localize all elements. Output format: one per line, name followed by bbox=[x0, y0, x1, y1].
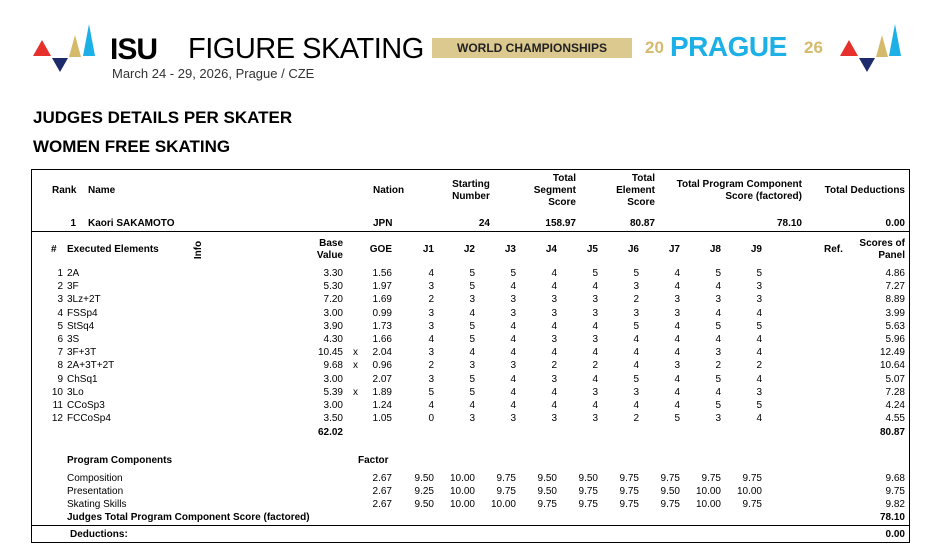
isu-logo-mark: ISU bbox=[110, 33, 158, 66]
element-panel-score: 4.86 bbox=[885, 268, 905, 279]
element-number: 4 bbox=[57, 307, 63, 319]
element-name: 3S bbox=[67, 334, 80, 345]
element-name: 3F bbox=[67, 281, 79, 293]
element-judge-6-score: 5 bbox=[633, 373, 639, 385]
element-judge-6-score: 3 bbox=[633, 307, 639, 319]
element-judge-7-score: 4 bbox=[674, 386, 680, 398]
element-judge-9-score: 5 bbox=[756, 268, 762, 279]
report-title: JUDGES DETAILS PER SKATER bbox=[33, 108, 293, 127]
element-judge-7-score: 3 bbox=[674, 360, 680, 372]
header-judge-6: J6 bbox=[627, 244, 639, 255]
element-panel-score: 5.63 bbox=[885, 320, 905, 332]
element-judge-1-score: 4 bbox=[428, 268, 434, 279]
element-judge-1-score: 2 bbox=[428, 294, 434, 306]
element-name: FCCoSp4 bbox=[67, 413, 111, 425]
header-judge-2: J2 bbox=[463, 244, 475, 255]
element-judge-8-score: 5 bbox=[715, 400, 721, 411]
logo-triangle-gold-right bbox=[876, 35, 888, 57]
element-judge-4-score: 3 bbox=[551, 294, 557, 306]
logo-triangle-red-right bbox=[840, 40, 858, 56]
element-bonus-marker: x bbox=[353, 386, 358, 398]
component-judge-5-score: 9.75 bbox=[578, 486, 598, 497]
element-judge-7-score: 3 bbox=[674, 307, 680, 319]
element-judge-9-score: 4 bbox=[756, 347, 762, 359]
event-dates-location: March 24 - 29, 2026, Prague / CZE bbox=[112, 66, 315, 81]
header-base-value-1: Base bbox=[319, 238, 343, 249]
component-name: Skating Skills bbox=[67, 499, 127, 510]
element-panel-score: 3.99 bbox=[885, 307, 905, 319]
element-judge-1-score: 2 bbox=[428, 360, 434, 372]
element-judge-2-score: 4 bbox=[469, 400, 475, 411]
element-judge-1-score: 4 bbox=[428, 334, 434, 345]
component-factor: 2.67 bbox=[372, 499, 392, 510]
element-judge-3-score: 4 bbox=[510, 334, 516, 345]
header-deductions: Total Deductions bbox=[824, 185, 905, 196]
element-base-value: 10.45 bbox=[317, 347, 343, 359]
header-tes-3: Score bbox=[627, 197, 655, 208]
element-judge-3-score: 4 bbox=[510, 347, 516, 359]
segment-title: WOMEN FREE SKATING bbox=[33, 137, 231, 156]
element-judge-7-score: 5 bbox=[674, 413, 680, 425]
element-judge-2-score: 5 bbox=[469, 334, 475, 345]
element-judge-3-score: 4 bbox=[510, 281, 516, 293]
component-judge-3-score: 10.00 bbox=[490, 499, 516, 510]
element-judge-5-score: 4 bbox=[592, 347, 598, 359]
header-judge-7: J7 bbox=[668, 244, 680, 255]
element-base-value: 5.39 bbox=[323, 386, 343, 398]
header-base-value-2: Value bbox=[316, 250, 343, 261]
element-judge-8-score: 3 bbox=[715, 347, 721, 359]
element-judge-2-score: 3 bbox=[469, 294, 475, 306]
element-number: 7 bbox=[57, 347, 63, 359]
element-judge-4-score: 2 bbox=[551, 360, 557, 372]
element-base-value: 3.90 bbox=[323, 320, 343, 332]
element-goe: 1.89 bbox=[372, 386, 392, 398]
element-goe: 2.04 bbox=[372, 347, 392, 359]
isu-title: FIGURE SKATING bbox=[188, 33, 424, 65]
element-judge-4-score: 3 bbox=[551, 373, 557, 385]
element-judge-4-score: 3 bbox=[551, 307, 557, 319]
header-name: Name bbox=[88, 185, 116, 196]
skater-pcs: 78.10 bbox=[776, 218, 802, 229]
element-judge-1-score: 4 bbox=[428, 400, 434, 411]
header-judge-1: J1 bbox=[422, 244, 434, 255]
element-judge-6-score: 4 bbox=[633, 400, 639, 411]
element-goe: 1.97 bbox=[372, 281, 392, 293]
total-elements-score: 80.87 bbox=[879, 427, 905, 438]
element-base-value: 3.30 bbox=[323, 268, 343, 279]
element-panel-score: 5.07 bbox=[885, 373, 905, 385]
element-judge-5-score: 3 bbox=[592, 294, 598, 306]
skater-rank: 1 bbox=[70, 218, 76, 229]
header-judge-4: J4 bbox=[545, 244, 557, 255]
element-judge-8-score: 3 bbox=[715, 413, 721, 425]
element-judge-7-score: 4 bbox=[674, 320, 680, 332]
pcs-total-label: Judges Total Program Component Score (factored) bbox=[67, 512, 310, 523]
element-judge-6-score: 4 bbox=[633, 334, 639, 345]
element-judge-1-score: 3 bbox=[428, 307, 434, 319]
element-judge-5-score: 3 bbox=[592, 386, 598, 398]
logo-triangle-blue-right bbox=[889, 24, 901, 56]
element-judge-1-score: 3 bbox=[428, 373, 434, 385]
component-judge-7-score: 9.75 bbox=[660, 473, 680, 484]
element-base-value: 3.00 bbox=[323, 400, 343, 411]
component-judge-4-score: 9.50 bbox=[537, 486, 557, 497]
element-judge-4-score: 3 bbox=[551, 334, 557, 345]
component-name: Presentation bbox=[67, 486, 124, 497]
element-number: 3 bbox=[57, 294, 63, 306]
element-judge-9-score: 5 bbox=[756, 400, 762, 411]
element-judge-9-score: 4 bbox=[756, 334, 762, 345]
element-judge-8-score: 4 bbox=[715, 386, 721, 398]
element-name: 3Lz+2T bbox=[67, 294, 101, 306]
header-nation: Nation bbox=[373, 185, 405, 196]
component-judge-6-score: 9.75 bbox=[619, 499, 639, 510]
element-judge-8-score: 2 bbox=[715, 360, 721, 372]
element-judge-8-score: 5 bbox=[715, 268, 721, 279]
element-goe: 2.07 bbox=[372, 373, 392, 385]
total-base-value: 62.02 bbox=[317, 427, 343, 438]
header-tes-2: Element bbox=[616, 185, 655, 196]
element-judge-3-score: 4 bbox=[510, 386, 516, 398]
header-judge-5: J5 bbox=[586, 244, 598, 255]
element-base-value: 3.00 bbox=[323, 307, 343, 319]
element-judge-3-score: 4 bbox=[510, 373, 516, 385]
element-panel-score: 10.64 bbox=[879, 360, 905, 372]
element-judge-3-score: 3 bbox=[510, 413, 516, 425]
header-tss-3: Score bbox=[548, 197, 576, 208]
element-judge-5-score: 4 bbox=[592, 373, 598, 385]
element-judge-5-score: 4 bbox=[592, 281, 598, 293]
element-name: 2A+3T+2T bbox=[67, 360, 115, 372]
element-number: 10 bbox=[51, 386, 63, 398]
header-tss-1: Total bbox=[552, 173, 576, 184]
component-judge-1-score: 9.25 bbox=[414, 486, 434, 497]
component-factor: 2.67 bbox=[372, 486, 392, 497]
element-judge-4-score: 4 bbox=[551, 320, 557, 332]
element-judge-8-score: 3 bbox=[715, 294, 721, 306]
pcs-total-value: 78.10 bbox=[879, 512, 905, 523]
element-base-value: 3.50 bbox=[323, 413, 343, 425]
logo-triangle-navy-right bbox=[859, 58, 875, 72]
event-header bbox=[0, 0, 943, 95]
element-number: 5 bbox=[57, 320, 63, 332]
element-judge-8-score: 5 bbox=[715, 320, 721, 332]
component-panel-score: 9.75 bbox=[885, 486, 905, 497]
element-judge-6-score: 2 bbox=[633, 294, 639, 306]
deductions-label: Deductions: bbox=[70, 529, 128, 540]
element-judge-6-score: 3 bbox=[633, 281, 639, 293]
skater-tes: 80.87 bbox=[629, 218, 655, 229]
element-judge-4-score: 4 bbox=[551, 386, 557, 398]
header-starting-number-2: Number bbox=[452, 191, 490, 202]
component-judge-9-score: 9.75 bbox=[742, 473, 762, 484]
element-judge-9-score: 4 bbox=[756, 373, 762, 385]
component-judge-2-score: 10.00 bbox=[449, 499, 475, 510]
element-base-value: 3.00 bbox=[323, 373, 343, 385]
element-judge-7-score: 4 bbox=[674, 268, 680, 279]
element-judge-5-score: 2 bbox=[592, 360, 598, 372]
header-element-number: # bbox=[51, 244, 57, 255]
logo-triangle-navy bbox=[52, 58, 68, 72]
factor-header: Factor bbox=[358, 455, 389, 466]
element-judge-3-score: 5 bbox=[510, 268, 516, 279]
component-judge-8-score: 9.75 bbox=[701, 473, 721, 484]
header-goe: GOE bbox=[369, 244, 392, 255]
element-number: 8 bbox=[57, 360, 63, 372]
element-base-value: 7.20 bbox=[323, 294, 343, 306]
component-panel-score: 9.82 bbox=[885, 499, 905, 510]
element-judge-6-score: 5 bbox=[633, 268, 639, 279]
element-judge-2-score: 5 bbox=[469, 281, 475, 293]
element-judge-2-score: 5 bbox=[469, 373, 475, 385]
element-judge-7-score: 4 bbox=[674, 373, 680, 385]
component-judge-2-score: 10.00 bbox=[449, 473, 475, 484]
element-panel-score: 4.24 bbox=[885, 400, 905, 411]
header-rank: Rank bbox=[52, 185, 77, 196]
element-judge-1-score: 0 bbox=[428, 413, 434, 425]
element-judge-4-score: 4 bbox=[551, 400, 557, 411]
header-scores-of-panel-2: Panel bbox=[878, 250, 905, 261]
element-judge-6-score: 4 bbox=[633, 360, 639, 372]
event-badge: WORLD CHAMPIONSHIPS bbox=[432, 38, 632, 58]
element-judge-4-score: 4 bbox=[551, 281, 557, 293]
element-base-value: 9.68 bbox=[323, 360, 343, 372]
header-tes-1: Total bbox=[631, 173, 655, 184]
element-judge-3-score: 4 bbox=[510, 400, 516, 411]
element-judge-5-score: 4 bbox=[592, 320, 598, 332]
element-base-value: 5.30 bbox=[323, 281, 343, 293]
component-panel-score: 9.68 bbox=[885, 473, 905, 484]
component-judge-1-score: 9.50 bbox=[414, 473, 434, 484]
element-judge-5-score: 5 bbox=[592, 268, 598, 279]
deductions-divider bbox=[31, 525, 910, 526]
element-judge-9-score: 5 bbox=[756, 320, 762, 332]
header-scores-of-panel-1: Scores of bbox=[859, 238, 905, 249]
year-right: 26 bbox=[804, 38, 823, 57]
component-judge-7-score: 9.50 bbox=[660, 486, 680, 497]
element-judge-5-score: 4 bbox=[592, 400, 598, 411]
element-judge-8-score: 4 bbox=[715, 307, 721, 319]
element-judge-2-score: 5 bbox=[469, 320, 475, 332]
element-judge-4-score: 4 bbox=[551, 347, 557, 359]
element-goe: 1.56 bbox=[372, 268, 392, 279]
element-judge-1-score: 3 bbox=[428, 320, 434, 332]
skater-starting-number: 24 bbox=[478, 218, 490, 229]
header-ref: Ref. bbox=[824, 244, 843, 255]
element-judge-2-score: 3 bbox=[469, 360, 475, 372]
element-judge-4-score: 4 bbox=[551, 268, 557, 279]
element-name: 3Lo bbox=[67, 386, 84, 398]
header-tss-2: Segment bbox=[533, 185, 576, 196]
element-judge-9-score: 3 bbox=[756, 294, 762, 306]
element-judge-7-score: 4 bbox=[674, 347, 680, 359]
component-judge-5-score: 9.50 bbox=[578, 473, 598, 484]
element-goe: 1.24 bbox=[372, 400, 392, 411]
deductions-value: 0.00 bbox=[885, 529, 905, 540]
host-city: PRAGUE bbox=[670, 31, 787, 62]
element-number: 12 bbox=[51, 413, 63, 425]
element-number: 11 bbox=[52, 400, 63, 411]
component-judge-5-score: 9.75 bbox=[578, 499, 598, 510]
element-judge-7-score: 4 bbox=[674, 400, 680, 411]
element-judge-6-score: 3 bbox=[633, 386, 639, 398]
element-judge-1-score: 3 bbox=[428, 281, 434, 293]
header-pcs-1: Total Program Component bbox=[676, 179, 802, 190]
element-base-value: 4.30 bbox=[323, 334, 343, 345]
skater-name: Kaori SAKAMOTO bbox=[88, 218, 175, 229]
element-name: 2A bbox=[67, 268, 80, 279]
element-judge-4-score: 3 bbox=[551, 413, 557, 425]
element-panel-score: 7.27 bbox=[885, 281, 905, 293]
element-judge-2-score: 4 bbox=[469, 347, 475, 359]
element-judge-3-score: 4 bbox=[510, 320, 516, 332]
element-panel-score: 12.49 bbox=[879, 347, 905, 359]
component-judge-1-score: 9.50 bbox=[414, 499, 434, 510]
element-name: 3F+3T bbox=[67, 347, 97, 359]
element-number: 1 bbox=[57, 268, 63, 279]
header-pcs-2: Score (factored) bbox=[725, 191, 802, 202]
element-panel-score: 4.55 bbox=[885, 413, 905, 425]
component-judge-6-score: 9.75 bbox=[619, 473, 639, 484]
header-info: Info bbox=[193, 240, 205, 260]
element-panel-score: 8.89 bbox=[885, 294, 905, 306]
element-name: StSq4 bbox=[67, 320, 95, 332]
element-goe: 1.66 bbox=[372, 334, 392, 345]
element-judge-7-score: 4 bbox=[674, 334, 680, 345]
skater-deductions: 0.00 bbox=[885, 218, 905, 229]
element-name: FSSp4 bbox=[67, 307, 98, 319]
skater-tss: 158.97 bbox=[545, 218, 576, 229]
element-bonus-marker: x bbox=[353, 347, 358, 359]
component-judge-7-score: 9.75 bbox=[660, 499, 680, 510]
component-judge-9-score: 10.00 bbox=[736, 486, 762, 497]
element-name: ChSq1 bbox=[67, 373, 98, 385]
summary-divider bbox=[31, 231, 910, 232]
element-judge-7-score: 3 bbox=[674, 294, 680, 306]
component-judge-8-score: 10.00 bbox=[695, 486, 721, 497]
element-goe: 0.96 bbox=[372, 360, 392, 372]
element-judge-5-score: 3 bbox=[592, 413, 598, 425]
element-panel-score: 5.96 bbox=[885, 334, 905, 345]
element-goe: 0.99 bbox=[372, 307, 392, 319]
element-judge-8-score: 4 bbox=[715, 281, 721, 293]
element-judge-1-score: 3 bbox=[428, 347, 434, 359]
element-judge-5-score: 3 bbox=[592, 334, 598, 345]
program-components-header: Program Components bbox=[67, 455, 173, 466]
element-goe: 1.05 bbox=[372, 413, 392, 425]
logo-triangle-red bbox=[33, 40, 51, 56]
skater-nation: JPN bbox=[373, 218, 393, 229]
element-judge-9-score: 3 bbox=[756, 281, 762, 293]
element-goe: 1.69 bbox=[372, 294, 392, 306]
header-judge-3: J3 bbox=[504, 244, 516, 255]
logo-triangle-blue bbox=[83, 24, 95, 56]
element-number: 6 bbox=[57, 334, 63, 345]
component-judge-4-score: 9.50 bbox=[537, 473, 557, 484]
component-judge-9-score: 9.75 bbox=[742, 499, 762, 510]
element-judge-2-score: 3 bbox=[469, 413, 475, 425]
element-judge-1-score: 5 bbox=[428, 386, 434, 398]
element-number: 9 bbox=[57, 373, 63, 385]
header-judge-9: J9 bbox=[750, 244, 762, 255]
element-judge-3-score: 3 bbox=[510, 294, 516, 306]
element-judge-6-score: 4 bbox=[633, 347, 639, 359]
component-judge-2-score: 10.00 bbox=[449, 486, 475, 497]
component-judge-6-score: 9.75 bbox=[619, 486, 639, 497]
element-goe: 1.73 bbox=[372, 320, 392, 332]
element-judge-9-score: 4 bbox=[756, 413, 762, 425]
element-judge-8-score: 5 bbox=[715, 373, 721, 385]
element-judge-8-score: 4 bbox=[715, 334, 721, 345]
year-left: 20 bbox=[645, 38, 664, 57]
element-judge-6-score: 2 bbox=[633, 413, 639, 425]
element-judge-9-score: 2 bbox=[756, 360, 762, 372]
element-name: CCoSp3 bbox=[67, 400, 105, 411]
element-judge-2-score: 4 bbox=[469, 307, 475, 319]
component-name: Composition bbox=[67, 473, 123, 484]
element-number: 2 bbox=[57, 281, 63, 293]
element-bonus-marker: x bbox=[353, 360, 358, 372]
element-judge-2-score: 5 bbox=[469, 386, 475, 398]
element-judge-6-score: 5 bbox=[633, 320, 639, 332]
element-judge-7-score: 4 bbox=[674, 281, 680, 293]
header-judge-8: J8 bbox=[709, 244, 721, 255]
element-panel-score: 7.28 bbox=[885, 386, 905, 398]
header-starting-number-1: Starting bbox=[452, 179, 490, 190]
element-judge-2-score: 5 bbox=[469, 268, 475, 279]
element-judge-9-score: 3 bbox=[756, 386, 762, 398]
element-judge-3-score: 3 bbox=[510, 307, 516, 319]
component-factor: 2.67 bbox=[372, 473, 392, 484]
component-judge-4-score: 9.75 bbox=[537, 499, 557, 510]
header-executed-elements: Executed Elements bbox=[67, 244, 159, 255]
component-judge-3-score: 9.75 bbox=[496, 473, 516, 484]
component-judge-8-score: 10.00 bbox=[695, 499, 721, 510]
logo-triangle-gold bbox=[69, 35, 81, 57]
element-judge-3-score: 3 bbox=[510, 360, 516, 372]
component-judge-3-score: 9.75 bbox=[496, 486, 516, 497]
element-judge-5-score: 3 bbox=[592, 307, 598, 319]
element-judge-9-score: 4 bbox=[756, 307, 762, 319]
